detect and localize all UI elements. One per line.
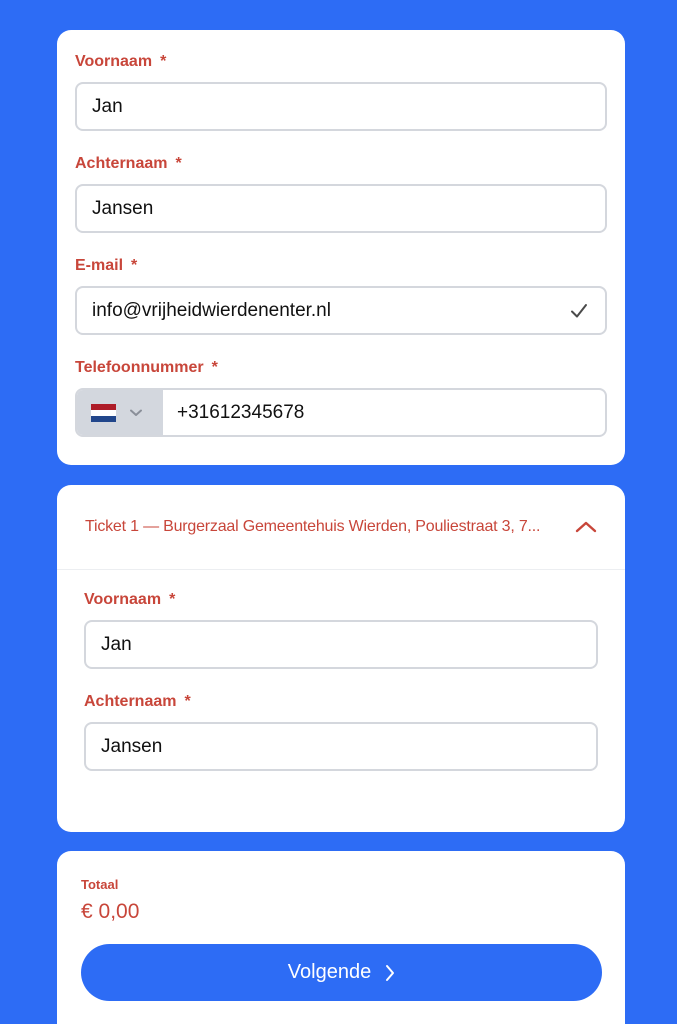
ticket-last-name-value: Jansen — [101, 735, 163, 757]
contact-form-card — [57, 30, 625, 465]
email-label-text: E-mail — [75, 257, 124, 274]
chevron-right-icon — [385, 964, 395, 982]
next-button-label: Volgende — [287, 961, 372, 983]
phone-input[interactable] — [163, 390, 605, 435]
first-name-value: Jan — [92, 95, 123, 117]
phone-label — [75, 358, 607, 378]
ticket-first-name-label — [84, 590, 598, 610]
phone-input-group — [75, 388, 607, 437]
last-name-value: Jansen — [92, 197, 154, 219]
last-name-input[interactable] — [75, 184, 607, 233]
ticket-header[interactable] — [57, 485, 625, 570]
first-name-field — [75, 52, 607, 131]
first-name-label-text: Voornaam — [75, 53, 153, 70]
total-value: € 0,00 — [81, 900, 140, 923]
last-name-label — [75, 154, 607, 174]
ticket-last-name-field — [84, 692, 598, 771]
total-label: Totaal — [81, 877, 119, 892]
ticket-first-name-label-text: Voornaam — [84, 591, 162, 608]
ticket-first-name-field — [84, 590, 598, 669]
last-name-field — [75, 154, 607, 233]
ticket-last-name-label — [84, 692, 598, 712]
last-name-label-text: Achternaam — [75, 155, 168, 172]
ticket-body — [57, 570, 625, 771]
required-marker: * — [211, 359, 218, 376]
email-value: info@vrijheidwierdenenter.nl — [92, 299, 331, 321]
ticket-first-name-value: Jan — [101, 633, 132, 655]
ticket-title: Ticket 1 — Burgerzaal Gemeentehuis Wierden, Pouliestraat 3, 7... — [85, 518, 541, 535]
required-marker: * — [184, 693, 191, 710]
phone-label-text: Telefoonnummer — [75, 359, 204, 376]
chevron-down-icon — [130, 409, 142, 417]
required-marker: * — [175, 155, 182, 172]
ticket-last-name-label-text: Achternaam — [84, 693, 177, 710]
email-input[interactable] — [75, 286, 607, 335]
required-marker: * — [131, 257, 138, 274]
check-icon — [569, 301, 589, 321]
phone-field — [75, 358, 607, 437]
ticket-last-name-input[interactable] — [84, 722, 598, 771]
country-code-select[interactable] — [77, 390, 163, 435]
phone-value: +31612345678 — [177, 401, 305, 423]
chevron-up-icon[interactable] — [575, 521, 597, 533]
email-field — [75, 256, 607, 335]
ticket-card — [57, 485, 625, 832]
email-label — [75, 256, 607, 276]
first-name-input[interactable] — [75, 82, 607, 131]
next-button[interactable] — [81, 944, 602, 1001]
first-name-label — [75, 52, 607, 72]
order-summary-card — [57, 851, 625, 1024]
ticket-first-name-input[interactable] — [84, 620, 598, 669]
required-marker: * — [160, 53, 167, 70]
required-marker: * — [169, 591, 176, 608]
netherlands-flag-icon — [91, 404, 116, 422]
